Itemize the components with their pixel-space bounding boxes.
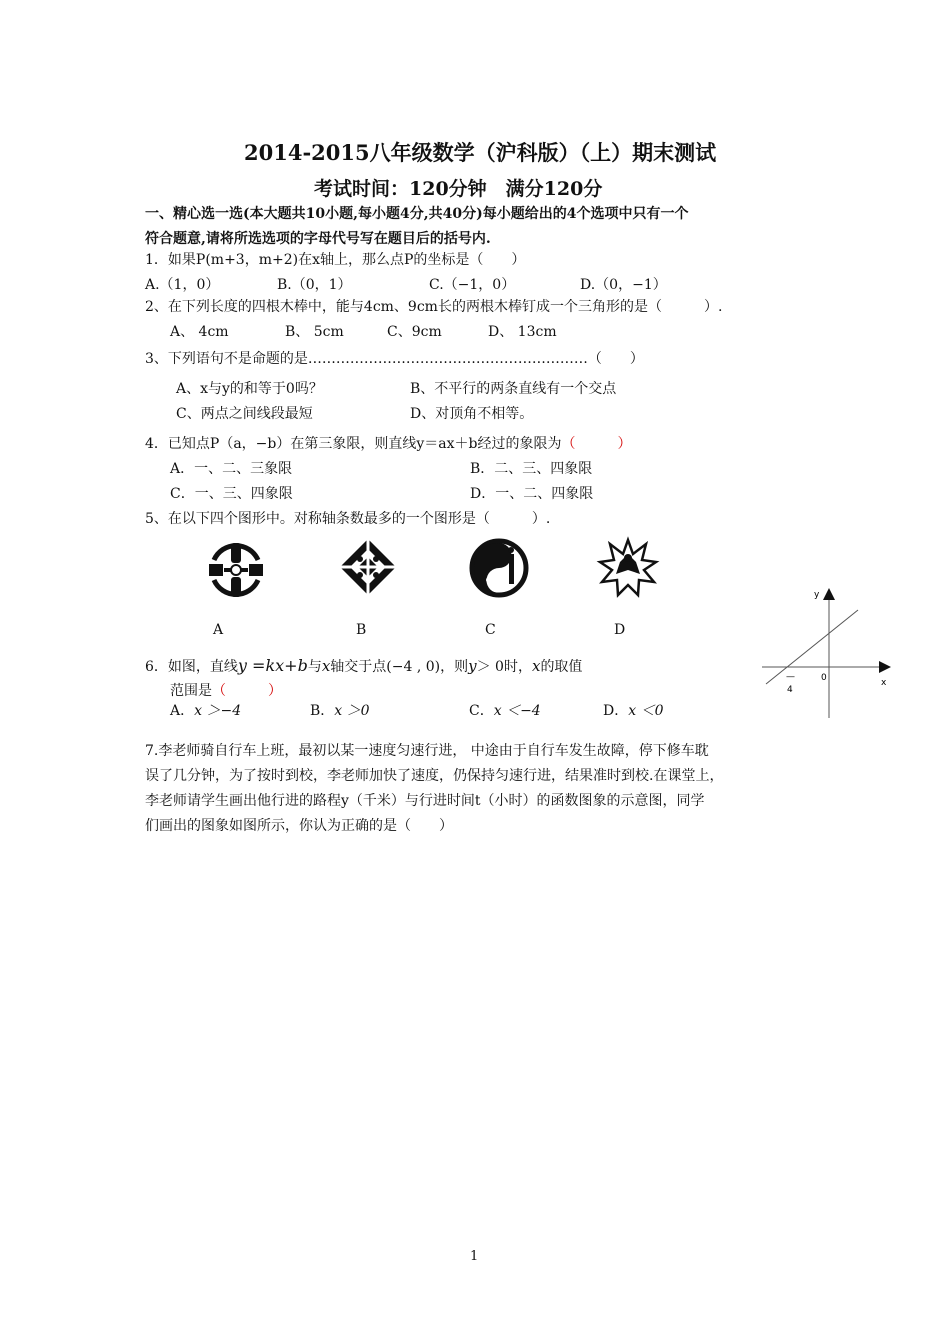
figure-a-icon [204, 538, 268, 602]
q6-stem-text: 6．如图，直线 [145, 659, 238, 675]
q6-line-graph [758, 586, 898, 722]
q1-option-d: D.（0，−1） [580, 277, 667, 293]
figure-b-label: B [356, 622, 367, 638]
q2-option-d: D、 13cm [488, 324, 557, 340]
q6-option-b-value: x ＞0 [334, 703, 370, 719]
q4-option-a: A．一、二、三象限 [170, 461, 293, 477]
q3-option-b: B、不平行的两条直线有一个交点 [410, 381, 617, 397]
q6-var-x: x [321, 657, 331, 675]
q6-option-d [603, 700, 664, 720]
q6-option-d-label: D． [603, 703, 629, 719]
q7-line-3: 李老师请学生画出他行进的路程y（千米）与行进时间t（小时）的函数图象的示意图，同学 [145, 793, 705, 809]
graph-origin-label: 0 [821, 673, 827, 683]
q7-line-2: 误了几分钟，为了按时到校，李老师加快了速度，仍保持匀速行进，结果准时到校.在课堂上， [145, 768, 724, 784]
q6-text-2: 与 [307, 659, 322, 675]
q4-answer-paren: （ ） [561, 436, 632, 452]
q6-line2-text: 范围是 [170, 683, 212, 699]
q3-option-c: C、两点之间线段最短 [176, 406, 313, 422]
q5-stem: 5、在以下四个图形中。对称轴条数最多的一个图形是（ ）. [145, 511, 551, 527]
q6-option-b [310, 700, 370, 720]
q4-stem-text: 4．已知点P（a，−b）在第三象限，则直线y＝ax＋b经过的象限为 [145, 436, 562, 452]
q6-option-a-value: x ＞−4 [194, 703, 242, 719]
figure-d-label: D [614, 622, 626, 638]
q6-var-x2: x [531, 657, 541, 675]
q6-option-c-value: x ＜−4 [493, 703, 541, 719]
x-axis-arrow [879, 661, 891, 673]
figure-c-icon [467, 536, 531, 600]
page-title: 2014-2015八年级数学（沪科版）（上）期末测试 [244, 140, 717, 165]
q2-option-c: C、9cm [387, 324, 442, 340]
section-instruction-line2: 符合题意,请将所选选项的字母代号写在题目后的括号内. [145, 231, 491, 247]
q6-answer-paren: （ ） [212, 683, 282, 699]
q7-line-4: 们画出的图象如图所示，你认为正确的是（ ） [145, 818, 453, 834]
q6-text-4: ＞ 0时， [476, 659, 532, 675]
q6-option-c-label: C． [469, 703, 494, 719]
q6-option-b-label: B． [310, 703, 335, 719]
q3-option-a: A、x与y的和等于0吗？ [176, 381, 323, 397]
figure-c-label: C [485, 622, 496, 638]
graph-neg-sign: — [786, 672, 795, 682]
q6-stem-line2 [170, 680, 282, 700]
q6-option-a-label: A． [170, 703, 195, 719]
figure-d-icon [596, 536, 660, 600]
y-axis-arrow [823, 588, 835, 600]
q3-stem: 3、下列语句不是命题的是……………………………………………………（ ） [145, 351, 644, 367]
q4-option-d: D．一、二、四象限 [470, 486, 594, 502]
q2-stem: 2、在下列长度的四根木棒中，能与4cm、9cm长的两根木棒钉成一个三角形的是（ ）. [145, 299, 723, 315]
graph-line [766, 610, 858, 684]
section-instruction-line1: 一、精心选一选(本大题共10小题,每小题4分,共40分)每小题给出的4个选项中只有一个 [145, 206, 689, 222]
q2-option-b: B、 5cm [285, 324, 344, 340]
q1-option-a: A.（1，0） [145, 277, 220, 293]
q6-text-3: 轴交于点(−4 , 0)，则 [330, 659, 469, 675]
q4-option-b: B．二、三、四象限 [470, 461, 593, 477]
q6-text-5: 的取值 [540, 659, 583, 675]
q1-option-c: C.（−1，0） [429, 277, 516, 293]
q6-option-a [170, 700, 241, 720]
graph-y-label: y [814, 590, 820, 600]
graph-four-label: 4 [787, 685, 793, 695]
graph-x-label: x [881, 678, 887, 688]
q1-stem: 1．如果P(m+3，m+2)在x轴上，那么点P的坐标是（ ） [145, 252, 526, 268]
q1-option-b: B.（0，1） [277, 277, 352, 293]
q4-option-c: C．一、三、四象限 [170, 486, 293, 502]
figure-a-label: A [213, 622, 224, 638]
q6-stem [145, 656, 582, 676]
page-number: 1 [470, 1249, 479, 1264]
q6-option-d-value: x ＜0 [628, 703, 664, 719]
q6-var-y: y [468, 657, 477, 675]
q6-option-c [469, 700, 541, 720]
figure-b-icon [336, 535, 400, 599]
q4-stem [145, 433, 631, 453]
q2-option-a: A、 4cm [170, 324, 229, 340]
exam-info: 考试时间：120分钟 满分120分 [314, 178, 603, 200]
q6-equation: y =kx+b [237, 656, 308, 675]
q7-line-1: 7.李老师骑自行车上班，最初以某一速度匀速行进， 中途由于自行车发生故障，停下修车耽 [145, 743, 709, 759]
q3-option-d: D、对顶角不相等。 [410, 406, 534, 422]
